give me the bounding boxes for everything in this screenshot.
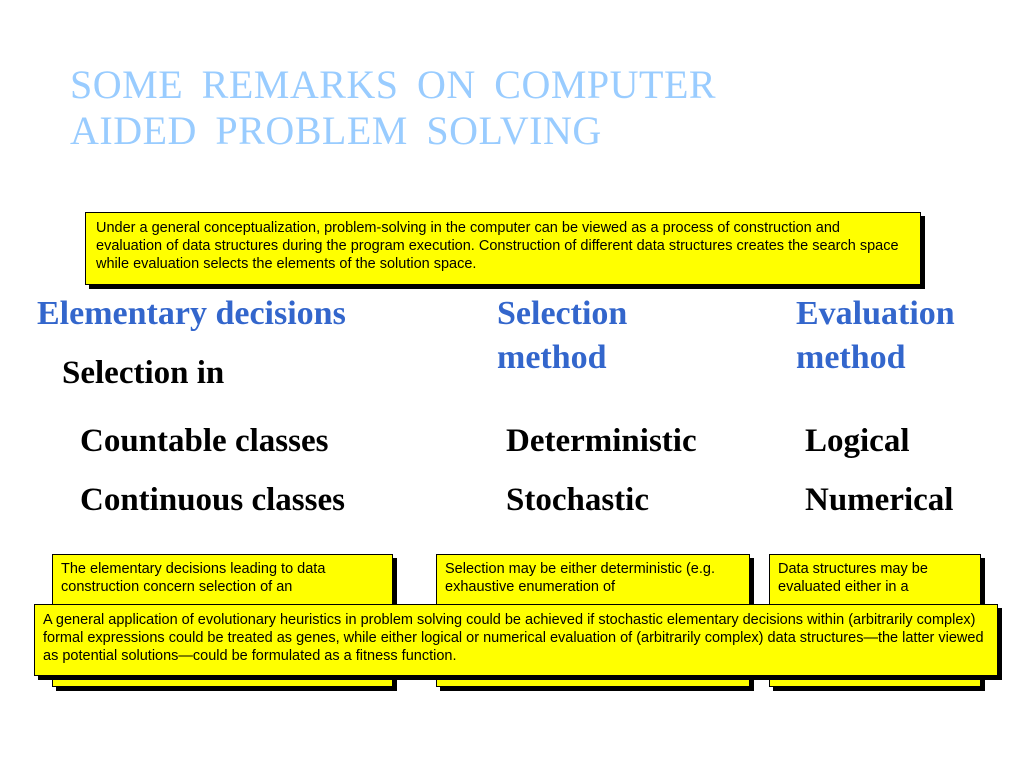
evaluation-method-heading-line-1: Evaluation	[796, 295, 955, 332]
deterministic-item: Deterministic	[506, 423, 697, 459]
selection-method-heading	[497, 292, 627, 380]
logical-item: Logical	[805, 423, 910, 459]
slide-title-line-1: SOME REMARKS ON COMPUTER	[70, 62, 717, 107]
selection-method-heading-line-2: method	[497, 339, 607, 376]
evaluation-method-heading	[796, 292, 955, 380]
selection-method-heading-line-1: Selection	[497, 295, 628, 332]
selection-in-subheading: Selection in	[62, 355, 225, 391]
continuous-classes-item: Continuous classes	[80, 482, 345, 518]
slide-title	[70, 62, 970, 154]
evaluation-method-note-text: Data structures may be evaluated either in a	[778, 561, 928, 595]
stochastic-item: Stochastic	[506, 482, 649, 518]
countable-classes-item: Countable classes	[80, 423, 329, 459]
elementary-decisions-heading: Elementary decisions	[37, 295, 346, 332]
summary-note: A general application of evolutionary heuristics in problem solving could be achieved if stochastic elementary decisions within (arbitrarily complex) formal expressions could be treated as genes, while either logical or numerical evaluation of (arbitrarily complex) data structures—the latter viewed as potential solutions—could be formulated as a fitness function.	[34, 604, 998, 676]
evaluation-method-heading-line-2: method	[796, 339, 906, 376]
intro-note: Under a general conceptualization, problem-solving in the computer can be viewed as a process of construction and evaluation of data structures during the program execution. Construction of different data structures creates the search space while evaluation selects the elements of the solution space.	[85, 212, 921, 285]
elementary-decisions-note-text: The elementary decisions leading to data construction concern selection of an	[61, 561, 326, 595]
selection-method-note-text: Selection may be either deterministic (e.g. exhaustive enumeration of	[445, 561, 715, 595]
slide-title-line-2: AIDED PROBLEM SOLVING	[70, 108, 602, 153]
numerical-item: Numerical	[805, 482, 954, 518]
